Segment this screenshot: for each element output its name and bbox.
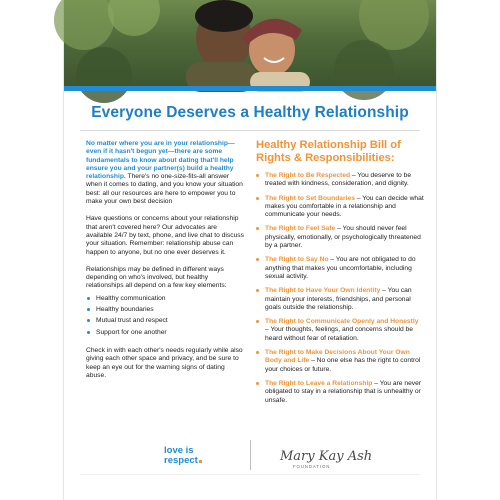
bullet-icon <box>256 320 259 323</box>
footer-divider <box>80 474 420 475</box>
svg-text:Mary Kay Ash: Mary Kay Ash <box>280 449 373 464</box>
title-divider <box>80 130 420 131</box>
list-item: Healthy boundaries <box>86 306 244 314</box>
bullet-icon <box>256 174 259 177</box>
bullet-icon <box>256 382 259 385</box>
elements-list <box>86 295 244 337</box>
bullet-icon <box>256 197 259 200</box>
intro-rest: There's no one-size-fits-all answer when it comes to dating, and you know your situation best: all our resources are here to empower you to make your own best decision <box>86 173 243 206</box>
bullet-icon <box>87 331 90 334</box>
intro-lead: No matter where you are in your relationship—even if it hasn't begun yet—there are some fundamentals to know about dating that'll help ensure you and your partner(s) build a healthy relationship. <box>86 140 235 181</box>
bullet-icon <box>87 308 90 311</box>
love-is-respect-logo: love is respect <box>164 446 202 466</box>
list-item: Healthy communication <box>86 295 244 303</box>
intro-paragraph <box>86 140 244 206</box>
bullet-icon <box>256 289 259 292</box>
list-item: Support for one another <box>86 329 244 337</box>
elements-intro: Relationships may be defined in different ways depending on who's involved, but healthy relationships all depend on a few key elements: <box>86 265 227 290</box>
questions-paragraph: Have questions or concerns about your relationship that aren't covered here? Our advocates are available 24/7 by text, phone, and live chat to discuss your situation. Remember: relationship abuse can happen to anyone, but no one ever deserves it. <box>86 215 244 256</box>
right-column <box>256 139 424 411</box>
flyer-page <box>64 0 436 500</box>
page-title: Everyone Deserves a Healthy Relationship <box>91 104 409 121</box>
bullet-icon <box>87 319 90 322</box>
logo-dot-icon <box>199 460 202 463</box>
couple-photo-illustration <box>64 0 436 86</box>
right-item: The Right to Set Boundaries – You can decide what makes you comfortable in a relationship and communicate your needs. <box>256 195 424 220</box>
list-item: Mutual trust and respect <box>86 317 244 325</box>
bill-heading: Healthy Relationship Bill of Rights & Responsibilities: <box>256 139 401 164</box>
right-item: The Right to Feel Safe – You should never feel physically, emotionally, or psychologically threatened by a partner. <box>256 225 424 250</box>
right-item: The Right to Have Your Own Identity – You can maintain your interests, friendships, and personal goals outside the relationship. <box>256 287 424 312</box>
logo-divider <box>250 440 251 470</box>
bullet-icon <box>87 297 90 300</box>
hero-photo <box>64 0 436 86</box>
foundation-label: FOUNDATION <box>293 464 331 469</box>
checkin-paragraph: Check in with each other's needs regularly while also giving each other space and privacy, and be sure to keep an eye out for the warning signs of dating abuse. <box>86 346 243 379</box>
right-item: The Right to Communicate Openly and Honestly – Your thoughts, feelings, and concerns should be heard without fear of retaliation. <box>256 318 424 343</box>
bullet-icon <box>256 351 259 354</box>
bullet-icon <box>256 227 259 230</box>
rights-list <box>256 172 424 405</box>
bullet-icon <box>256 258 259 261</box>
right-item: The Right to Leave a Relationship – You are never obligated to stay in a relationship that is unhealthy or unsafe. <box>256 380 424 405</box>
blue-band <box>64 86 436 91</box>
right-item: The Right to Make Decisions About Your Own Body and Life – No one else has the right to control your choices or future. <box>256 349 424 374</box>
right-item: The Right to Be Respected – You deserve to be treated with kindness, consideration, and dignity. <box>256 172 424 189</box>
right-item: The Right to Say No – You are not obligated to do anything that makes you uncomfortable, including sexual activity. <box>256 256 424 281</box>
left-column <box>86 140 244 389</box>
